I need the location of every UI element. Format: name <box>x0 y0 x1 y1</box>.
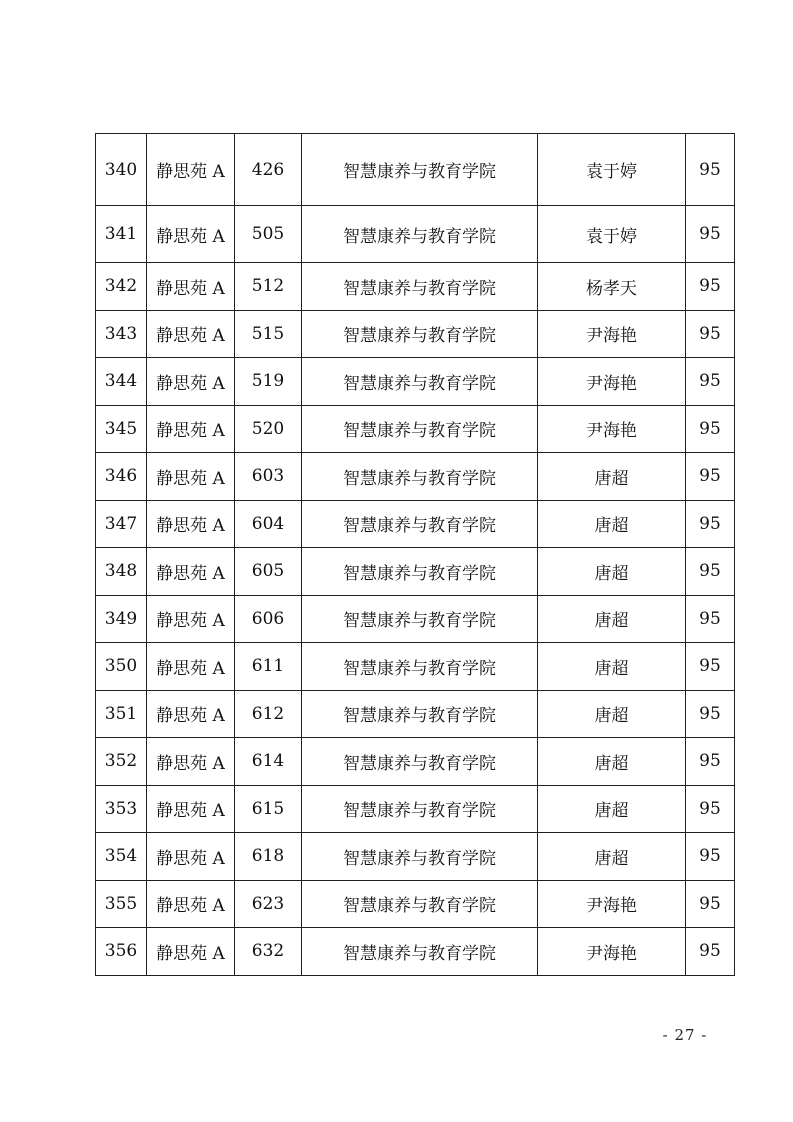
college-cell: 智慧康养与教育学院 <box>302 785 538 833</box>
building-cell: 静思苑 A <box>147 358 235 406</box>
score-cell: 95 <box>686 928 735 976</box>
building-cell: 静思苑 A <box>147 310 235 358</box>
row-number-cell: 342 <box>96 263 147 311</box>
name-cell: 唐超 <box>538 690 686 738</box>
score-cell: 95 <box>686 595 735 643</box>
row-number-cell: 341 <box>96 206 147 263</box>
building-cell: 静思苑 A <box>147 595 235 643</box>
college-cell: 智慧康养与教育学院 <box>302 134 538 206</box>
row-number-cell: 349 <box>96 595 147 643</box>
score-cell: 95 <box>686 453 735 501</box>
row-number-cell: 346 <box>96 453 147 501</box>
room-cell: 426 <box>235 134 302 206</box>
table-row <box>96 548 735 596</box>
name-cell: 袁于婷 <box>538 134 686 206</box>
name-cell: 杨孝天 <box>538 263 686 311</box>
building-cell: 静思苑 A <box>147 880 235 928</box>
table-row <box>96 833 735 881</box>
table-row <box>96 785 735 833</box>
name-cell: 唐超 <box>538 785 686 833</box>
room-cell: 520 <box>235 405 302 453</box>
row-number-cell: 345 <box>96 405 147 453</box>
page-number: - 27 - <box>662 1026 708 1044</box>
name-cell: 唐超 <box>538 500 686 548</box>
college-cell: 智慧康养与教育学院 <box>302 405 538 453</box>
name-cell: 袁于婷 <box>538 206 686 263</box>
college-cell: 智慧康养与教育学院 <box>302 880 538 928</box>
building-cell: 静思苑 A <box>147 928 235 976</box>
college-cell: 智慧康养与教育学院 <box>302 358 538 406</box>
row-number-cell: 352 <box>96 738 147 786</box>
score-cell: 95 <box>686 738 735 786</box>
table-row <box>96 928 735 976</box>
room-cell: 611 <box>235 643 302 691</box>
score-cell: 95 <box>686 134 735 206</box>
row-number-cell: 348 <box>96 548 147 596</box>
name-cell: 唐超 <box>538 738 686 786</box>
score-cell: 95 <box>686 358 735 406</box>
row-number-cell: 353 <box>96 785 147 833</box>
room-cell: 632 <box>235 928 302 976</box>
name-cell: 尹海艳 <box>538 405 686 453</box>
room-cell: 515 <box>235 310 302 358</box>
row-number-cell: 347 <box>96 500 147 548</box>
room-cell: 519 <box>235 358 302 406</box>
row-number-cell: 340 <box>96 134 147 206</box>
score-cell: 95 <box>686 880 735 928</box>
row-number-cell: 354 <box>96 833 147 881</box>
table-row <box>96 453 735 501</box>
room-cell: 605 <box>235 548 302 596</box>
room-cell: 615 <box>235 785 302 833</box>
room-cell: 612 <box>235 690 302 738</box>
room-cell: 623 <box>235 880 302 928</box>
building-cell: 静思苑 A <box>147 453 235 501</box>
college-cell: 智慧康养与教育学院 <box>302 310 538 358</box>
building-cell: 静思苑 A <box>147 643 235 691</box>
row-number-cell: 344 <box>96 358 147 406</box>
table-row <box>96 358 735 406</box>
table-row <box>96 643 735 691</box>
room-cell: 614 <box>235 738 302 786</box>
building-cell: 静思苑 A <box>147 690 235 738</box>
name-cell: 尹海艳 <box>538 358 686 406</box>
table-row <box>96 690 735 738</box>
table-row <box>96 134 735 206</box>
table-row <box>96 880 735 928</box>
name-cell: 唐超 <box>538 833 686 881</box>
room-cell: 512 <box>235 263 302 311</box>
room-cell: 603 <box>235 453 302 501</box>
score-cell: 95 <box>686 833 735 881</box>
building-cell: 静思苑 A <box>147 405 235 453</box>
table-row <box>96 310 735 358</box>
college-cell: 智慧康养与教育学院 <box>302 500 538 548</box>
building-cell: 静思苑 A <box>147 206 235 263</box>
row-number-cell: 355 <box>96 880 147 928</box>
college-cell: 智慧康养与教育学院 <box>302 263 538 311</box>
building-cell: 静思苑 A <box>147 833 235 881</box>
college-cell: 智慧康养与教育学院 <box>302 206 538 263</box>
name-cell: 尹海艳 <box>538 880 686 928</box>
building-cell: 静思苑 A <box>147 134 235 206</box>
table-row <box>96 263 735 311</box>
room-cell: 606 <box>235 595 302 643</box>
score-cell: 95 <box>686 548 735 596</box>
name-cell: 唐超 <box>538 548 686 596</box>
table-row <box>96 738 735 786</box>
table-row <box>96 595 735 643</box>
room-cell: 505 <box>235 206 302 263</box>
name-cell: 唐超 <box>538 595 686 643</box>
college-cell: 智慧康养与教育学院 <box>302 595 538 643</box>
room-cell: 618 <box>235 833 302 881</box>
score-cell: 95 <box>686 405 735 453</box>
college-cell: 智慧康养与教育学院 <box>302 453 538 501</box>
college-cell: 智慧康养与教育学院 <box>302 928 538 976</box>
table-row <box>96 206 735 263</box>
college-cell: 智慧康养与教育学院 <box>302 833 538 881</box>
building-cell: 静思苑 A <box>147 548 235 596</box>
college-cell: 智慧康养与教育学院 <box>302 643 538 691</box>
row-number-cell: 356 <box>96 928 147 976</box>
dormitory-score-table <box>95 133 735 976</box>
row-number-cell: 343 <box>96 310 147 358</box>
building-cell: 静思苑 A <box>147 738 235 786</box>
college-cell: 智慧康养与教育学院 <box>302 548 538 596</box>
table-row <box>96 405 735 453</box>
name-cell: 尹海艳 <box>538 310 686 358</box>
table-row <box>96 500 735 548</box>
building-cell: 静思苑 A <box>147 500 235 548</box>
name-cell: 尹海艳 <box>538 928 686 976</box>
score-cell: 95 <box>686 310 735 358</box>
table-body <box>96 134 735 976</box>
score-cell: 95 <box>686 643 735 691</box>
score-cell: 95 <box>686 500 735 548</box>
building-cell: 静思苑 A <box>147 785 235 833</box>
score-cell: 95 <box>686 785 735 833</box>
row-number-cell: 351 <box>96 690 147 738</box>
room-cell: 604 <box>235 500 302 548</box>
name-cell: 唐超 <box>538 643 686 691</box>
building-cell: 静思苑 A <box>147 263 235 311</box>
college-cell: 智慧康养与教育学院 <box>302 690 538 738</box>
score-cell: 95 <box>686 690 735 738</box>
college-cell: 智慧康养与教育学院 <box>302 738 538 786</box>
score-cell: 95 <box>686 263 735 311</box>
row-number-cell: 350 <box>96 643 147 691</box>
score-cell: 95 <box>686 206 735 263</box>
name-cell: 唐超 <box>538 453 686 501</box>
